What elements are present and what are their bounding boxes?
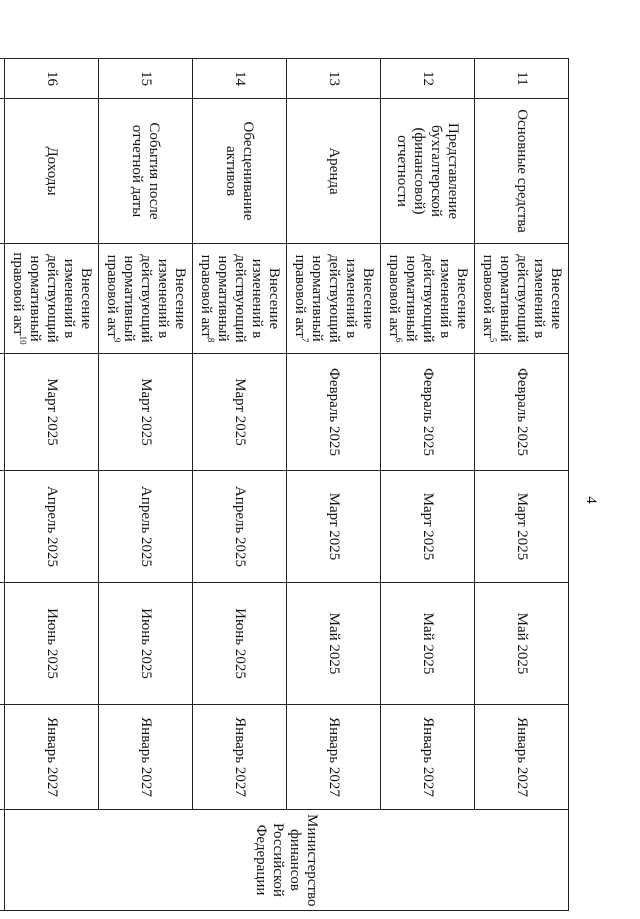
date-cell: Апрель 2025 <box>99 471 193 583</box>
date-cell: Январь 2027 <box>287 705 381 810</box>
date-cell: Июнь 2025 <box>5 583 99 705</box>
action-cell <box>99 244 193 354</box>
empty-cell <box>0 244 5 354</box>
footnote-mark: 6 <box>394 337 404 343</box>
topic-cell: Аренда <box>287 99 381 244</box>
empty-cell <box>0 705 5 810</box>
table-row <box>5 59 99 911</box>
date-cell: Март 2025 <box>475 471 569 583</box>
footnote-mark: 7 <box>300 337 310 343</box>
date-cell: Март 2025 <box>193 354 287 471</box>
row-number: 12 <box>381 59 475 99</box>
plan-table <box>0 58 569 911</box>
date-cell: Февраль 2025 <box>287 354 381 471</box>
topic-cell: Представление бухгалтерской (финансовой) отчетности <box>381 99 475 244</box>
table-row <box>381 59 475 911</box>
table-row <box>99 59 193 911</box>
topic-cell: Доходы <box>5 99 99 244</box>
action-text: Внесение изменений в действующий нормативный правовой акт <box>10 252 94 343</box>
action-cell <box>381 244 475 354</box>
date-cell: Январь 2027 <box>193 705 287 810</box>
date-cell: Январь 2027 <box>5 705 99 810</box>
action-text: Внесение изменений в действующий нормативный правовой акт <box>104 254 188 343</box>
empty-cell <box>0 810 5 911</box>
action-text: Внесение изменений в действующий нормативный правовой акт <box>480 254 564 343</box>
row-number: 13 <box>287 59 381 99</box>
empty-cell <box>0 471 5 583</box>
action-cell <box>287 244 381 354</box>
topic-cell: Обесценивание активов <box>193 99 287 244</box>
footnote-mark: 8 <box>206 337 216 343</box>
empty-cell <box>0 59 5 99</box>
table-row <box>0 59 5 911</box>
date-cell: Апрель 2025 <box>5 471 99 583</box>
date-cell: Февраль 2025 <box>475 354 569 471</box>
action-cell <box>193 244 287 354</box>
date-cell: Февраль 2025 <box>381 354 475 471</box>
action-text: Внесение изменений в действующий нормативный правовой акт <box>386 254 470 343</box>
date-cell: Март 2025 <box>381 471 475 583</box>
date-cell: Март 2025 <box>287 471 381 583</box>
row-number: 11 <box>475 59 569 99</box>
row-number: 15 <box>99 59 193 99</box>
row-number: 16 <box>5 59 99 99</box>
row-number: 14 <box>193 59 287 99</box>
topic-cell: Основные средства <box>475 99 569 244</box>
date-cell: Апрель 2025 <box>193 471 287 583</box>
table-row <box>287 59 381 911</box>
date-cell: Май 2025 <box>381 583 475 705</box>
footnote-mark: 9 <box>112 337 122 343</box>
responsible-cell: Министерство финансов Российской Федерации <box>5 810 569 911</box>
action-text: Внесение изменений в действующий нормативный правовой акт <box>292 254 376 343</box>
rotated-table-container <box>10 58 569 910</box>
table-row <box>193 59 287 911</box>
rotated-table <box>10 58 569 910</box>
page-number: 4 <box>583 496 599 504</box>
footnote-mark: 10 <box>18 335 28 345</box>
table-row <box>475 59 569 911</box>
date-cell: Январь 2027 <box>99 705 193 810</box>
action-cell <box>475 244 569 354</box>
date-cell: Январь 2027 <box>381 705 475 810</box>
topic-cell: События после отчетной даты <box>99 99 193 244</box>
date-cell: Март 2025 <box>5 354 99 471</box>
action-text: Внесение изменений в действующий нормативный правовой акт <box>198 254 282 343</box>
date-cell: Июнь 2025 <box>99 583 193 705</box>
footnote-mark: 5 <box>488 337 498 343</box>
empty-cell <box>0 354 5 471</box>
empty-cell <box>0 99 5 244</box>
date-cell: Январь 2027 <box>475 705 569 810</box>
date-cell: Июнь 2025 <box>193 583 287 705</box>
date-cell: Май 2025 <box>475 583 569 705</box>
empty-cell <box>0 583 5 705</box>
date-cell: Май 2025 <box>287 583 381 705</box>
date-cell: Март 2025 <box>99 354 193 471</box>
action-cell <box>5 244 99 354</box>
